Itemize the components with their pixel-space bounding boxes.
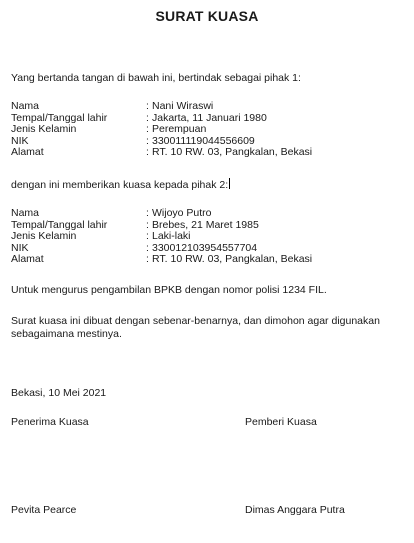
transfer-line[interactable] [11, 178, 407, 192]
party1-fields [11, 101, 407, 159]
field-separator: : [146, 230, 149, 242]
field-label: Jenis Kelamin [11, 230, 77, 242]
transfer-text: dengan ini memberikan kuasa kepada pihak 2: [11, 179, 229, 191]
purpose-text: Untuk mengurus pengambilan BPKB dengan nomor polisi 1234 FIL. [11, 284, 327, 296]
field-value: Laki-laki [152, 230, 191, 242]
field-label: Alamat [11, 146, 44, 158]
closing-text: Surat kuasa ini dibuat dengan sebenar-benarnya, dan dimohon agar digunakan sebagaimana mestinya. [11, 315, 380, 340]
field-separator: : [146, 100, 149, 112]
receiver-name: Pevita Pearce [11, 504, 77, 516]
receiver-role: Penerima Kuasa [11, 416, 89, 428]
field-label: Jenis Kelamin [11, 123, 77, 135]
field-value: Perempuan [152, 123, 207, 135]
text-cursor [229, 178, 230, 189]
field-label: Tempal/Tanggal lahir [11, 111, 108, 124]
field-separator: : [146, 146, 149, 158]
field-label: NIK [11, 134, 29, 147]
field-separator: : [146, 207, 149, 219]
field-label: Nama [11, 207, 40, 219]
giver-role: Pemberi Kuasa [245, 416, 317, 428]
field-separator: : [146, 218, 149, 231]
party2-row-name [11, 208, 407, 220]
party2-row-gender [11, 231, 407, 243]
giver-name: Dimas Anggara Putra [245, 504, 345, 516]
field-value: 330011119044556609 [152, 134, 255, 147]
field-separator: : [146, 253, 149, 265]
field-label: Tempal/Tanggal lahir [11, 218, 108, 231]
field-value: Nani Wiraswi [152, 100, 214, 112]
field-separator: : [146, 241, 149, 254]
party2-row-address [11, 254, 407, 266]
field-value: Brebes, 21 Maret 1985 [152, 218, 259, 231]
intro-text: Yang bertanda tangan di bawah ini, bertindak sebagai pihak 1: [11, 72, 301, 84]
place-date: Bekasi, 10 Mei 2021 [11, 387, 107, 399]
party1-row-address [11, 147, 407, 159]
party1-row-name [11, 101, 407, 113]
document-title: SURAT KUASA [155, 8, 259, 24]
field-separator: : [146, 123, 149, 135]
field-label: Alamat [11, 253, 44, 265]
field-value: RT. 10 RW. 03, Pangkalan, Bekasi [152, 146, 313, 158]
field-value: RT. 10 RW. 03, Pangkalan, Bekasi [152, 253, 313, 265]
party2-fields [11, 208, 407, 266]
field-value: Jakarta, 11 Januari 1980 [152, 111, 267, 124]
field-separator: : [146, 134, 149, 147]
field-label: NIK [11, 241, 29, 254]
field-label: Nama [11, 100, 40, 112]
party1-row-gender [11, 124, 407, 136]
field-value: 330012103954557704 [152, 241, 258, 254]
field-value: Wijoyo Putro [152, 207, 212, 219]
field-separator: : [146, 111, 149, 124]
